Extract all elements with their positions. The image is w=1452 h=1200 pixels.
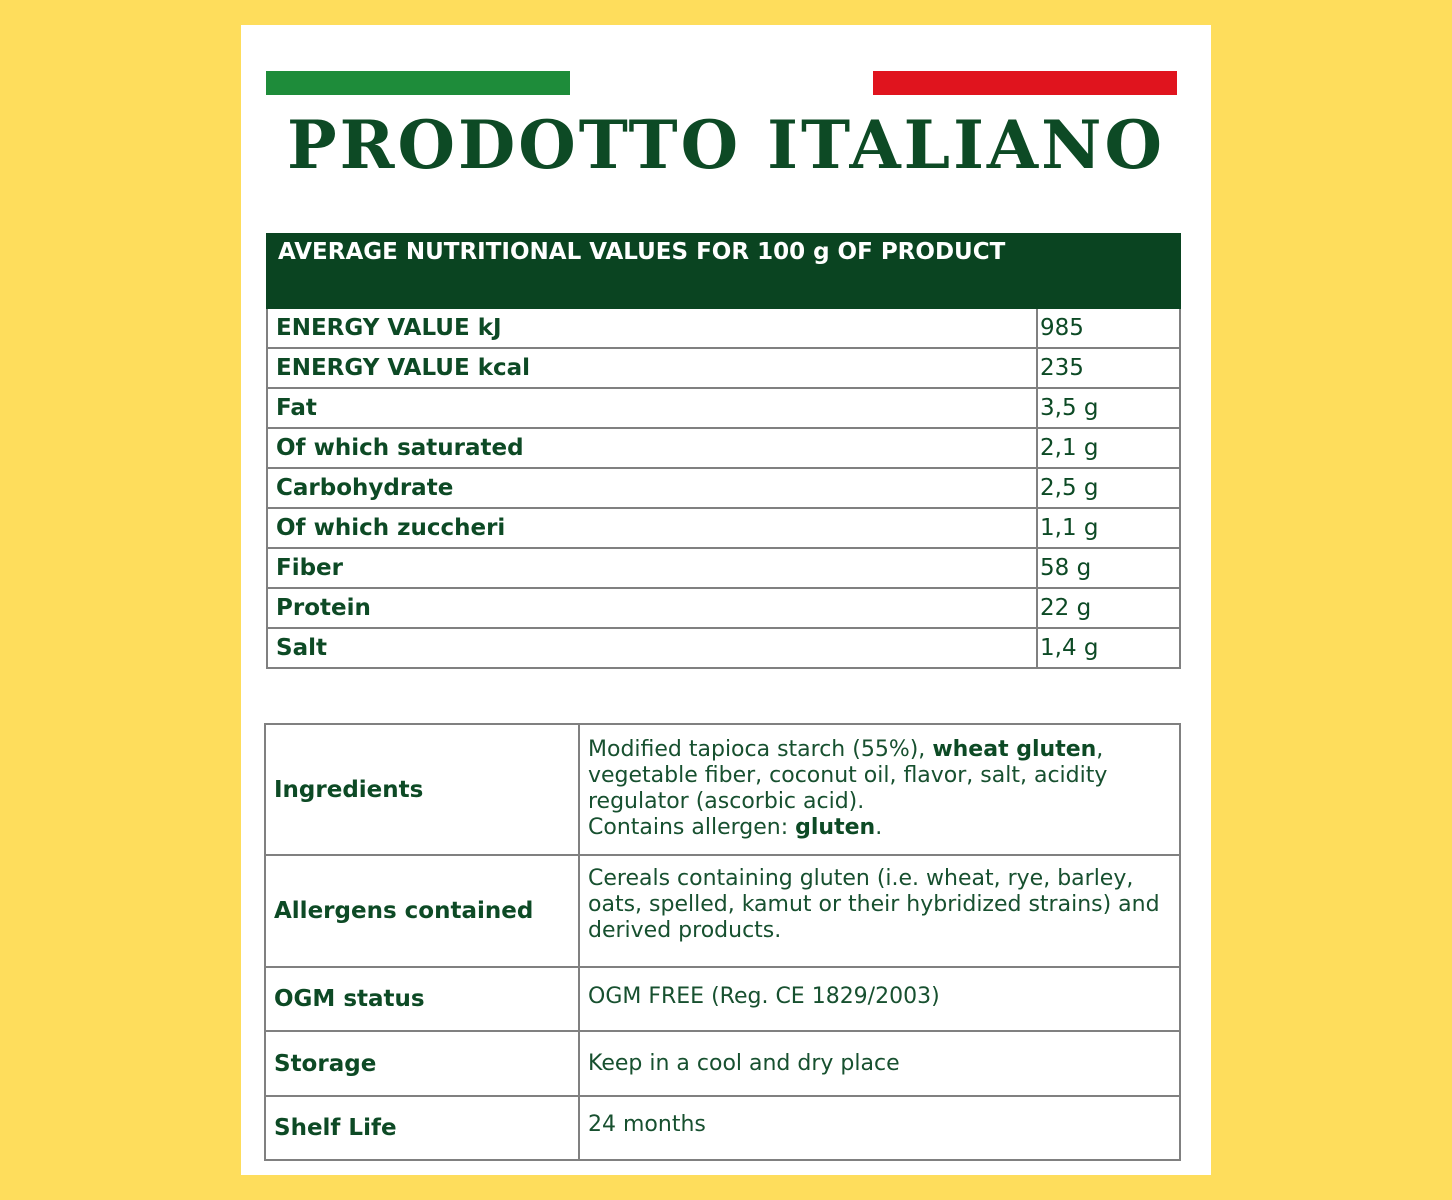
allergen-note-bold: gluten — [795, 815, 876, 840]
allergens-label: Allergens contained — [265, 855, 579, 967]
label-card — [241, 25, 1211, 1175]
ogm-label: OGM status — [265, 967, 579, 1031]
table-row — [267, 548, 1180, 588]
table-row — [267, 428, 1180, 468]
allergens-text: Cereals containing gluten (i.e. wheat, rye, barley, oats, spelled, kamut or their hybridized strains) and derived products. — [579, 855, 1180, 967]
nutrient-value: 3,5 g — [1037, 388, 1180, 428]
allergen-note-end: . — [875, 815, 883, 840]
allergens-row — [265, 855, 1180, 967]
table-row — [267, 388, 1180, 428]
ingredients-text-part: Modified tapioca starch (55%), — [588, 737, 933, 762]
nutrient-value: 22 g — [1037, 588, 1180, 628]
ingredients-row — [265, 724, 1180, 855]
nutrient-label: Salt — [267, 628, 1037, 668]
ogm-text: OGM FREE (Reg. CE 1829/2003) — [579, 967, 1180, 1031]
ingredients-text-part: , vegetable fiber, coconut oil, flavor, salt, acidity regulator (ascorbic acid). — [588, 737, 1108, 814]
table-row — [267, 588, 1180, 628]
table-row — [267, 468, 1180, 508]
product-info-table — [264, 723, 1181, 1161]
ogm-row — [265, 967, 1180, 1031]
shelf-life-row — [265, 1096, 1180, 1160]
nutrient-value: 2,5 g — [1037, 468, 1180, 508]
shelf-life-label: Shelf Life — [265, 1096, 579, 1160]
green-stripe — [266, 71, 570, 95]
nutrition-table — [266, 233, 1181, 669]
table-row — [267, 308, 1180, 348]
shelf-life-text: 24 months — [579, 1096, 1180, 1160]
nutrient-label: ENERGY VALUE kcal — [267, 348, 1037, 388]
storage-row — [265, 1031, 1180, 1096]
table-row — [267, 628, 1180, 668]
allergen-note: Contains allergen: — [588, 815, 796, 840]
nutrient-value: 1,4 g — [1037, 628, 1180, 668]
nutrient-label: Protein — [267, 588, 1037, 628]
nutrient-label: Fat — [267, 388, 1037, 428]
storage-label: Storage — [265, 1031, 579, 1096]
table-row — [267, 508, 1180, 548]
nutrient-value: 58 g — [1037, 548, 1180, 588]
nutrient-value: 985 — [1037, 308, 1180, 348]
page-title: PRODOTTO ITALIANO — [287, 106, 1165, 184]
ingredients-bold-part: wheat gluten — [932, 737, 1097, 762]
nutrient-label: ENERGY VALUE kJ — [267, 308, 1037, 348]
table-row — [267, 348, 1180, 388]
storage-text: Keep in a cool and dry place — [579, 1031, 1180, 1096]
ingredients-label: Ingredients — [265, 724, 579, 855]
nutrient-label: Carbohydrate — [267, 468, 1037, 508]
nutrient-label: Of which saturated — [267, 428, 1037, 468]
nutrition-heading: AVERAGE NUTRITIONAL VALUES FOR 100 g OF PRODUCT — [267, 234, 1180, 308]
nutrient-value: 2,1 g — [1037, 428, 1180, 468]
red-stripe — [873, 71, 1177, 95]
nutrient-value: 1,1 g — [1037, 508, 1180, 548]
nutrition-header-row — [267, 234, 1180, 308]
nutrient-label: Fiber — [267, 548, 1037, 588]
nutrient-value: 235 — [1037, 348, 1180, 388]
nutrient-label: Of which zuccheri — [267, 508, 1037, 548]
ingredients-text — [579, 724, 1180, 855]
